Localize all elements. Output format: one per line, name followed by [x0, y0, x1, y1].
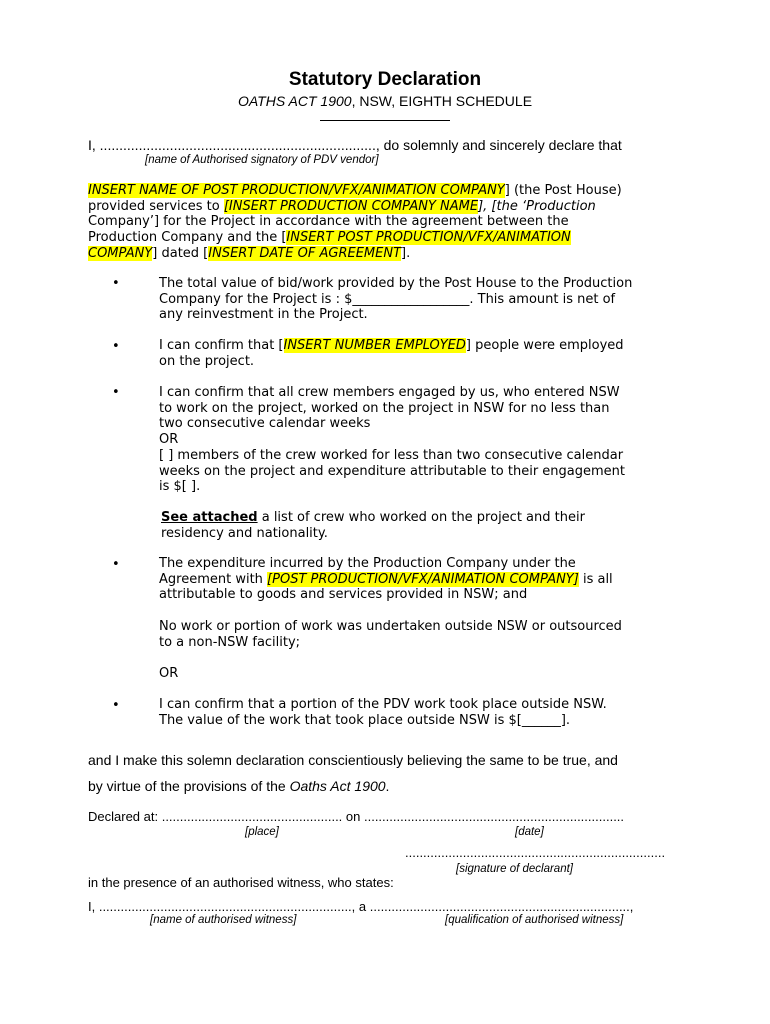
see-attached-label: See attached: [161, 510, 258, 525]
item-line: residency and nationality.: [161, 525, 328, 541]
closing-text: .: [385, 778, 390, 794]
intro-text: ], [the ‘Production: [478, 198, 596, 214]
item-line: I can confirm that a portion of the PDV work took place outside NSW.: [159, 697, 607, 712]
bullet-icon: •: [112, 557, 120, 572]
signature-caption: [signature of declarant]: [456, 863, 573, 875]
intro-text: ].: [401, 245, 411, 261]
item-text: is all: [578, 571, 613, 587]
bullet-item-outside-nsw: [159, 697, 607, 728]
bullet-icon: •: [112, 339, 120, 354]
number-employed-placeholder[interactable]: NUMBER EMPLOYED: [334, 338, 466, 353]
item-line: attributable to goods and services provided in NSW; and: [159, 587, 528, 603]
item-line: The expenditure incurred by the Production Company under the: [159, 556, 576, 571]
agreement-date-placeholder[interactable]: INSERT DATE OF AGREEMENT: [208, 245, 402, 261]
item-line: Company for the Project is : $__________________. This amount is net of: [159, 291, 616, 307]
declared-at-line[interactable]: Declared at: .................................................. on ........................................................................: [88, 809, 625, 824]
intro-text: Production Company and the [: [88, 230, 287, 246]
item-line: to a non-NSW facility;: [159, 634, 301, 650]
company-placeholder-continued[interactable]: COMPANY: [88, 245, 153, 261]
declarant-prefix: I,: [88, 137, 96, 153]
declarant-caption: [name of Authorised signatory of PDV vendor]: [145, 154, 379, 166]
intro-line-4: [88, 230, 622, 246]
post-production-company-placeholder[interactable]: [POST PRODUCTION/VFX/ANIMATION COMPANY]: [267, 571, 579, 587]
item-line: No work or portion of work was undertaken outside NSW or outsourced: [159, 619, 622, 634]
bullet-icon: •: [112, 276, 120, 291]
witness-line[interactable]: I, ......................................................................, a ........................................................................,: [88, 899, 634, 914]
signature-line[interactable]: ........................................................................: [405, 845, 666, 860]
document-title: Statutory Declaration: [288, 69, 482, 90]
crew-count-field[interactable]: [ ] members of the crew worked for less than two consecutive calendar: [159, 447, 624, 463]
subtitle-rest: , NSW, EIGHTH SCHEDULE: [351, 93, 533, 109]
item-line: on the project.: [159, 353, 255, 369]
witness-qualification-caption: [qualification of authorised witness]: [445, 914, 624, 926]
item-text: I can confirm that [: [159, 338, 284, 353]
item-line: weeks on the project and expenditure attributable to their engagement: [159, 463, 626, 479]
bullet-item-employed: [159, 338, 624, 369]
post-production-company-placeholder[interactable]: INSERT POST PRODUCTION/VFX/ANIMATION: [286, 230, 571, 246]
intro-line-1: [88, 183, 622, 199]
insert-placeholder[interactable]: INSERT: [283, 338, 331, 353]
post-house-name-placeholder[interactable]: INSERT NAME OF POST PRODUCTION/VFX/ANIMATION COMPANY: [88, 183, 505, 198]
bullet-icon: •: [112, 385, 120, 400]
declarant-statement: do solemnly and sincerely declare that: [379, 137, 622, 153]
item-line: two consecutive calendar weeks: [159, 416, 371, 432]
oaths-act-reference: Oaths Act 1900: [289, 778, 386, 794]
intro-line-5: [88, 246, 622, 262]
intro-paragraph: [88, 183, 622, 262]
presence-statement: in the presence of an authorised witness, who states:: [88, 875, 394, 890]
declarant-name-blank[interactable]: .......................................................................,: [95, 137, 380, 153]
see-attached-paragraph: [161, 510, 585, 541]
item-line: The total value of bid/work provided by the Post House to the Production: [159, 276, 633, 291]
item-line: [159, 572, 613, 588]
item-line: to work on the project, worked on the project in NSW for no less than: [159, 400, 610, 416]
item-line: is $[ ].: [159, 479, 201, 495]
or-separator: OR: [159, 666, 179, 681]
no-work-outside-paragraph: [159, 619, 622, 650]
subtitle-act: OATHS ACT 1900: [237, 93, 352, 109]
item-line: any reinvestment in the Project.: [159, 307, 368, 323]
item-text: Agreement with: [159, 571, 268, 587]
item-text: ] people were employed: [465, 338, 624, 353]
bullet-item-total-value: [159, 276, 632, 323]
intro-line-2: [88, 199, 622, 215]
intro-text: provided services to: [88, 198, 224, 214]
bullet-icon: •: [112, 698, 120, 713]
date-caption: [date]: [515, 826, 544, 838]
declarant-line: [88, 136, 622, 154]
item-line: [161, 510, 585, 526]
intro-line-3: Company’] for the Project in accordance with the agreement between the: [88, 214, 569, 230]
title-underline: [320, 120, 450, 121]
intro-text: ] dated [: [152, 245, 209, 261]
document-subtitle: [0, 92, 770, 110]
bullet-item-crew: [159, 385, 625, 495]
item-line: OR: [159, 432, 179, 448]
item-line: [159, 338, 624, 354]
item-line: I can confirm that all crew members engaged by us, who entered NSW: [159, 385, 620, 400]
item-text: a list of crew who worked on the project and their: [257, 510, 585, 525]
bullet-item-expenditure: [159, 556, 613, 603]
closing-text: by virtue of the provisions of the: [88, 778, 290, 794]
witness-name-caption: [name of authorised witness]: [150, 914, 297, 926]
production-company-placeholder[interactable]: [INSERT PRODUCTION COMPANY NAME: [223, 198, 479, 214]
item-line: The value of the work that took place outside NSW is $[______].: [159, 712, 571, 728]
closing-line-2: [88, 777, 389, 795]
place-caption: [place]: [245, 826, 279, 838]
closing-line-1: and I make this solemn declaration conscientiously believing the same to be true, and: [88, 752, 618, 768]
intro-text: ] (the Post House): [504, 183, 622, 198]
